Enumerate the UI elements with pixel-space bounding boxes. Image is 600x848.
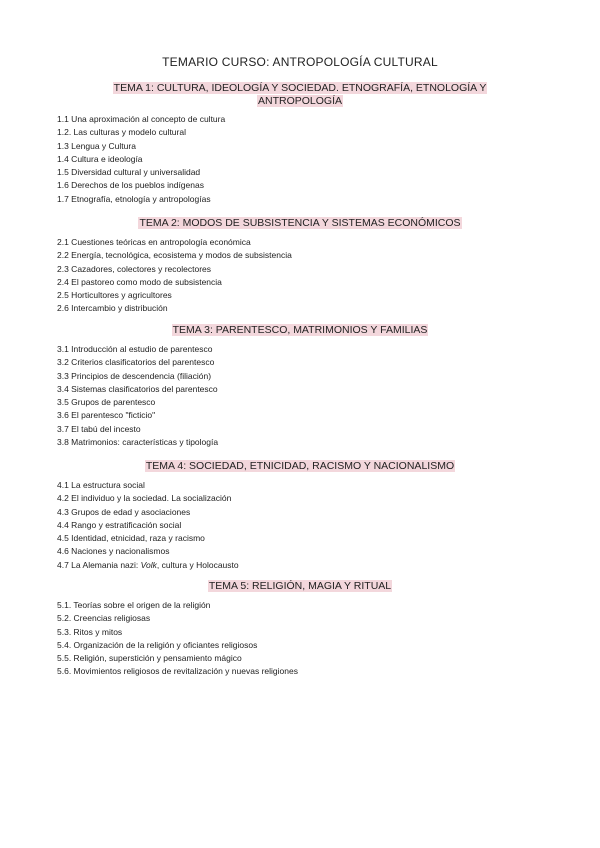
list-item: 5.3. Ritos y mitos <box>57 626 123 637</box>
tema-2-heading <box>0 217 600 230</box>
tema-2-heading-line1: TEMA 2: MODOS DE SUBSISTENCIA Y SISTEMAS ECONÓMICOS <box>139 217 461 229</box>
list-item: 1.7 Etnografía, etnología y antropologías <box>57 193 211 204</box>
list-item: 1.2. Las culturas y modelo cultural <box>57 127 186 138</box>
tema-1-heading <box>0 82 600 108</box>
item-prefix: 4.7 La Alemania nazi: <box>57 559 141 570</box>
list-item <box>57 559 600 572</box>
item-suffix: , cultura y Holocausto <box>156 559 239 570</box>
list-item: 4.4 Rango y estratificación social <box>57 519 182 530</box>
tema-5-items <box>57 599 600 679</box>
list-item: 3.2 Criterios clasificatorios del parentesco <box>57 357 215 368</box>
tema-3-heading <box>0 324 600 337</box>
tema-2-section <box>0 217 600 316</box>
list-item: 2.5 Horticultores y agricultores <box>57 290 172 301</box>
tema-1-items <box>57 113 600 206</box>
list-item: 5.4. Organización de la religión y oficiantes religiosos <box>57 639 258 650</box>
tema-4-items <box>57 479 600 572</box>
list-item: 2.1 Cuestiones teóricas en antropología económica <box>57 237 251 247</box>
list-item: 4.3 Grupos de edad y asociaciones <box>57 506 191 517</box>
tema-3-heading-line1: TEMA 3: PARENTESCO, MATRIMONIOS Y FAMILIAS <box>172 324 428 336</box>
list-item: 1.3 Lengua y Cultura <box>57 140 136 151</box>
tema-5-heading-line1: TEMA 5: RELIGIÓN, MAGIA Y RITUAL <box>208 580 392 592</box>
tema-5-section <box>0 580 600 679</box>
tema-1-heading-line2: ANTROPOLOGÍA <box>257 95 342 107</box>
tema-3-section <box>0 324 600 449</box>
list-item: 1.5 Diversidad cultural y universalidad <box>57 167 201 178</box>
list-item: 3.3 Principios de descendencia (filiación) <box>57 370 212 381</box>
list-item: 1.6 Derechos de los pueblos indígenas <box>57 180 204 191</box>
list-item: 3.4 Sistemas clasificatorios del parentesco <box>57 383 218 394</box>
list-item: 4.2 El individuo y la sociedad. La socialización <box>57 493 232 504</box>
tema-2-items <box>57 236 600 316</box>
list-item: 2.3 Cazadores, colectores y recolectores <box>57 263 212 274</box>
tema-4-heading <box>0 460 600 473</box>
list-item: 1.1 Una aproximación al concepto de cultura <box>57 114 226 124</box>
list-item: 2.4 El pastoreo como modo de subsistencia <box>57 276 222 287</box>
list-item: 5.2. Creencias religiosas <box>57 613 151 624</box>
tema-1-section <box>0 82 600 206</box>
tema-1-heading-line1: TEMA 1: CULTURA, IDEOLOGÍA Y SOCIEDAD. ETNOGRAFÍA, ETNOLOGÍA Y <box>113 82 487 94</box>
document-title: TEMARIO CURSO: ANTROPOLOGÍA CULTURAL <box>162 55 438 69</box>
tema-5-heading <box>0 580 600 593</box>
list-item: 2.6 Intercambio y distribución <box>57 303 168 314</box>
list-item: 4.1 La estructura social <box>57 480 145 490</box>
tema-4-heading-line1: TEMA 4: SOCIEDAD, ETNICIDAD, RACISMO Y NACIONALISMO <box>145 460 455 472</box>
list-item: 5.6. Movimientos religiosos de revitalización y nuevas religiones <box>57 666 298 677</box>
list-item: 4.6 Naciones y nacionalismos <box>57 546 170 557</box>
tema-4-section <box>0 460 600 572</box>
tema-3-items <box>57 343 600 449</box>
list-item: 5.1. Teorías sobre el origen de la religión <box>57 600 211 610</box>
item-italic-term: Volk <box>140 559 157 570</box>
list-item: 5.5. Religión, superstición y pensamiento mágico <box>57 653 242 664</box>
list-item: 3.1 Introducción al estudio de parentesco <box>57 344 213 354</box>
list-item: 3.6 El parentesco "ficticio" <box>57 410 156 421</box>
list-item: 2.2 Energía, tecnológica, ecosistema y modos de subsistencia <box>57 250 292 261</box>
list-item: 3.7 El tabú del incesto <box>57 423 141 434</box>
list-item: 1.4 Cultura e ideología <box>57 153 143 164</box>
list-item: 3.5 Grupos de parentesco <box>57 397 156 408</box>
list-item: 3.8 Matrimonios: características y tipología <box>57 437 219 448</box>
list-item: 4.5 Identidad, etnicidad, raza y racismo <box>57 533 205 544</box>
